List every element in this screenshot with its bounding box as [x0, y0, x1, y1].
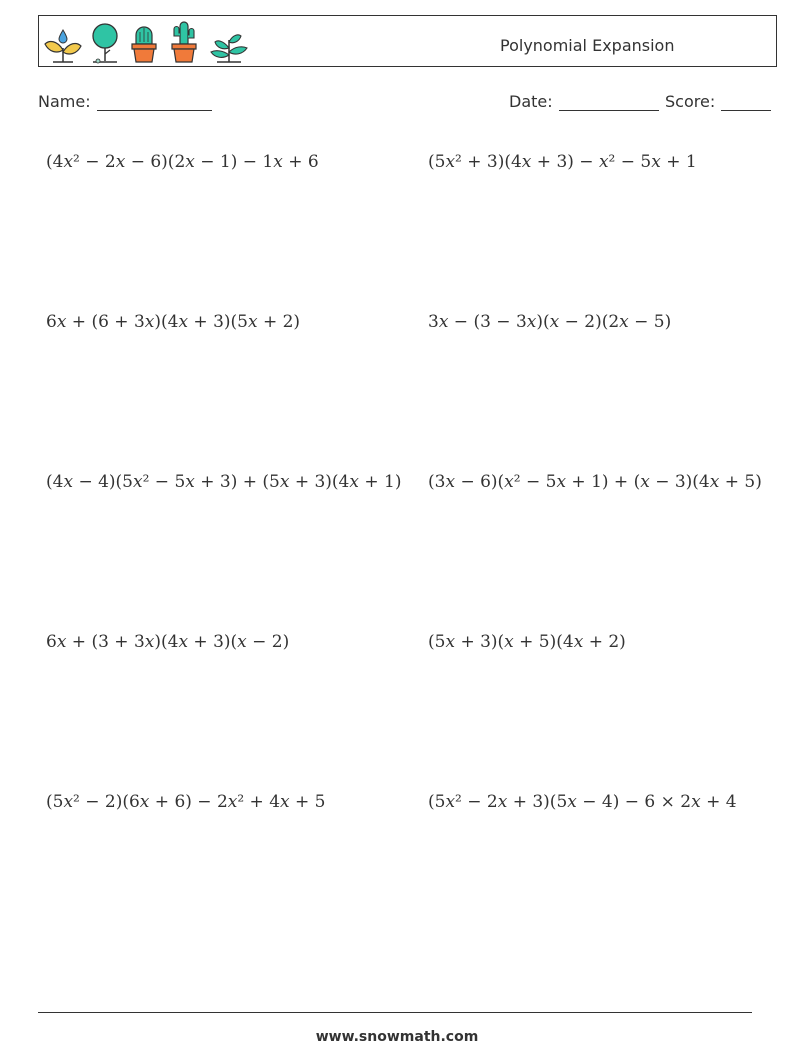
- seedling-icon: [207, 30, 251, 64]
- problem-8: (5𝑥 + 3)(𝑥 + 5)(4𝑥 + 2): [428, 632, 626, 652]
- problem-4: 3𝑥 − (3 − 3𝑥)(𝑥 − 2)(2𝑥 − 5): [428, 312, 672, 332]
- score-blank[interactable]: [721, 94, 771, 111]
- score-field[interactable]: [665, 92, 771, 111]
- date-blank[interactable]: [559, 94, 659, 111]
- name-field[interactable]: [38, 92, 212, 111]
- worksheet-title: Polynomial Expansion: [500, 36, 675, 55]
- worksheet-header: [38, 15, 777, 67]
- name-label: Name:: [38, 92, 91, 111]
- header-icons: [43, 20, 257, 64]
- tree-icon: [89, 22, 121, 64]
- problem-3: 6𝑥 + (6 + 3𝑥)(4𝑥 + 3)(5𝑥 + 2): [46, 312, 301, 332]
- problem-6: (3𝑥 − 6)(𝑥² − 5𝑥 + 1) + (𝑥 − 3)(4𝑥 + 5): [428, 472, 762, 492]
- problem-2: (5𝑥² + 3)(4𝑥 + 3) − 𝑥² − 5𝑥 + 1: [428, 152, 697, 172]
- footer-divider: [38, 1012, 752, 1013]
- problem-7: 6𝑥 + (3 + 3𝑥)(4𝑥 + 3)(𝑥 − 2): [46, 632, 290, 652]
- name-blank[interactable]: [97, 94, 212, 111]
- date-field[interactable]: [509, 92, 659, 111]
- problem-5: (4𝑥 − 4)(5𝑥² − 5𝑥 + 3) + (5𝑥 + 3)(4𝑥 + 1): [46, 472, 402, 492]
- problem-10: (5𝑥² − 2𝑥 + 3)(5𝑥 − 4) − 6 × 2𝑥 + 4: [428, 792, 737, 812]
- problem-9: (5𝑥² − 2)(6𝑥 + 6) − 2𝑥² + 4𝑥 + 5: [46, 792, 326, 812]
- footer-website[interactable]: www.snowmath.com: [315, 1029, 479, 1045]
- sprout-icon: [43, 26, 83, 64]
- score-label: Score:: [665, 92, 716, 111]
- date-label: Date:: [509, 92, 553, 111]
- cactus-pot-icon: [127, 24, 161, 64]
- problem-1: (4𝑥² − 2𝑥 − 6)(2𝑥 − 1) − 1𝑥 + 6: [46, 152, 319, 172]
- tall-cactus-pot-icon: [167, 20, 201, 64]
